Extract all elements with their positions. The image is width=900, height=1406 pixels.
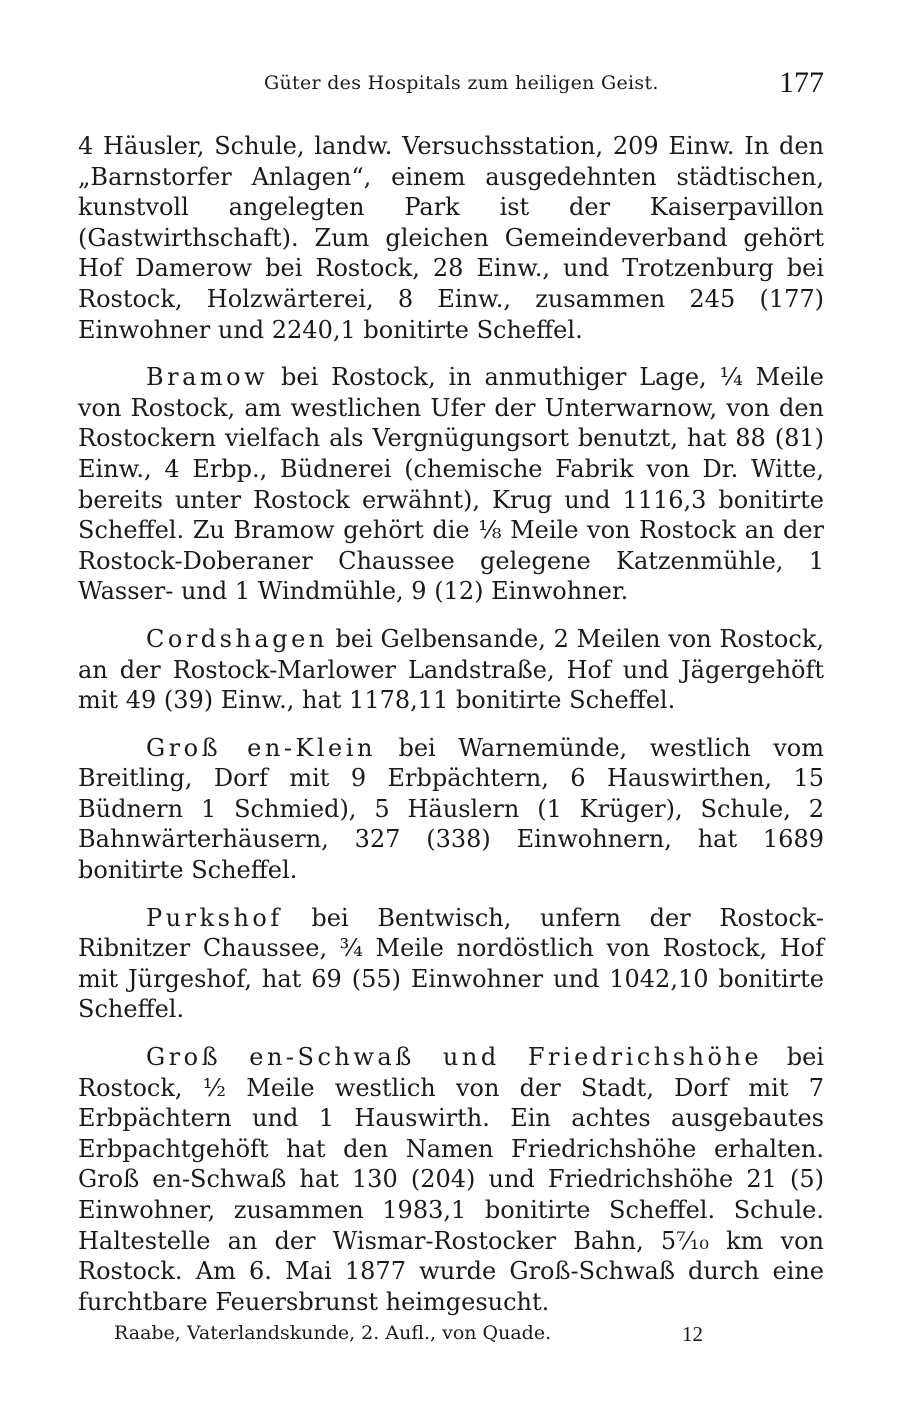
entry-cordshagen — [78, 624, 824, 716]
entry-heading: Groß en-Schwaß und Friedrichshöhe — [146, 1043, 763, 1072]
entry-grossen-klein — [78, 733, 824, 886]
page-number: 177 — [779, 66, 824, 99]
entry-text: bei Rostock, ½ Meile westlich von der Stadt, Dorf mit 7 Erbpächtern und 1 Hauswirth. Ein achtes ausgebautes Erbpachtgehöft hat den Namen Friedrichshöhe erhalten. Groß en-Schwaß hat 130 (204) und Friedrichshöhe 21 (5) Einwohner, zusammen 1983,1 bonitirte Scheffel. Schule. Haltestelle an der Wismar-Rostocker Bahn, 5⁷⁄₁₀ km von Rostock. Am 6. Mai 1877 wurde Groß-Schwaß durch eine furchtbare Feuersbrunst heimgesucht. — [78, 1043, 825, 1316]
sheet-number: 12 — [682, 1322, 703, 1346]
entry-purkshof — [78, 903, 824, 1025]
entry-heading: Purkshof — [146, 903, 283, 932]
entry-text: bei Warnemünde, westlich vom Breitling, Dorf mit 9 Erbpächtern, 6 Hauswirthen, 15 Büdnern 1 Schmied), 5 Häuslern (1 Krüger), Schule, 2 Bahnwärterhäusern, 327 (338) Einwohnern, hat 1689 bonitirte Scheffel. — [78, 733, 825, 885]
running-title: Güter des Hospitals zum heiligen Geist. — [264, 72, 659, 94]
paragraph-continued — [78, 131, 824, 345]
entry-text: bei Rostock, in anmuthiger Lage, ¼ Meile von Rostock, am westlichen Ufer der Unterwarnow, von den Rostockern vielfach als Vergnügungsort benutzt, hat 88 (81) Einw., 4 Erbp., Büdnerei (chemische Fabrik von Dr. Witte, bereits unter Rostock erwähnt), Krug und 1116,3 bonitirte Scheffel. Zu Bramow gehört die ⅛ Meile von Rostock an der Rostock-Doberaner Chaussee gelegene Katzenmühle, 1 Wasser- und 1 Windmühle, 9 (12) Einwohner. — [78, 363, 824, 606]
page-footer — [78, 1322, 824, 1356]
page-body — [78, 131, 824, 1334]
printer-signature: Raabe, Vaterlandskunde, 2. Aufl., von Quade. — [114, 1322, 552, 1344]
entry-heading: Bramow — [146, 363, 269, 392]
page-header — [78, 66, 824, 106]
entry-grossen-schwass — [78, 1042, 824, 1317]
entry-text: bei Bentwisch, unfern der Rostock-Ribnitzer Chaussee, ¾ Meile nordöstlich von Rostock, Hof mit Jürgeshof, hat 69 (55) Einwohner und 1042,10 bonitirte Scheffel. — [78, 903, 824, 1024]
paragraph-text: 4 Häusler, Schule, landw. Versuchsstation, 209 Einw. In den „Barnstorfer Anlagen“, einem ausgedehnten städtischen, kunstvoll angelegten Park ist der Kaiserpavillon (Gastwirthschaft). Zum gleichen Gemeindeverband gehört Hof Damerow bei Rostock, 28 Einw., und Trotzenburg bei Rostock, Holzwärterei, 8 Einw., zusammen 245 (177) Einwohner und 2240,1 bonitirte Scheffel. — [78, 132, 824, 344]
entry-heading: Groß en-Klein — [146, 733, 376, 762]
entry-text: bei Gelbensande, 2 Meilen von Rostock, an der Rostock-Marlower Landstraße, Hof und Jägergehöft mit 49 (39) Einw., hat 1178,11 bonitirte Scheffel. — [78, 624, 824, 715]
entry-bramow — [78, 362, 824, 607]
entry-heading: Cordshagen — [146, 624, 328, 653]
